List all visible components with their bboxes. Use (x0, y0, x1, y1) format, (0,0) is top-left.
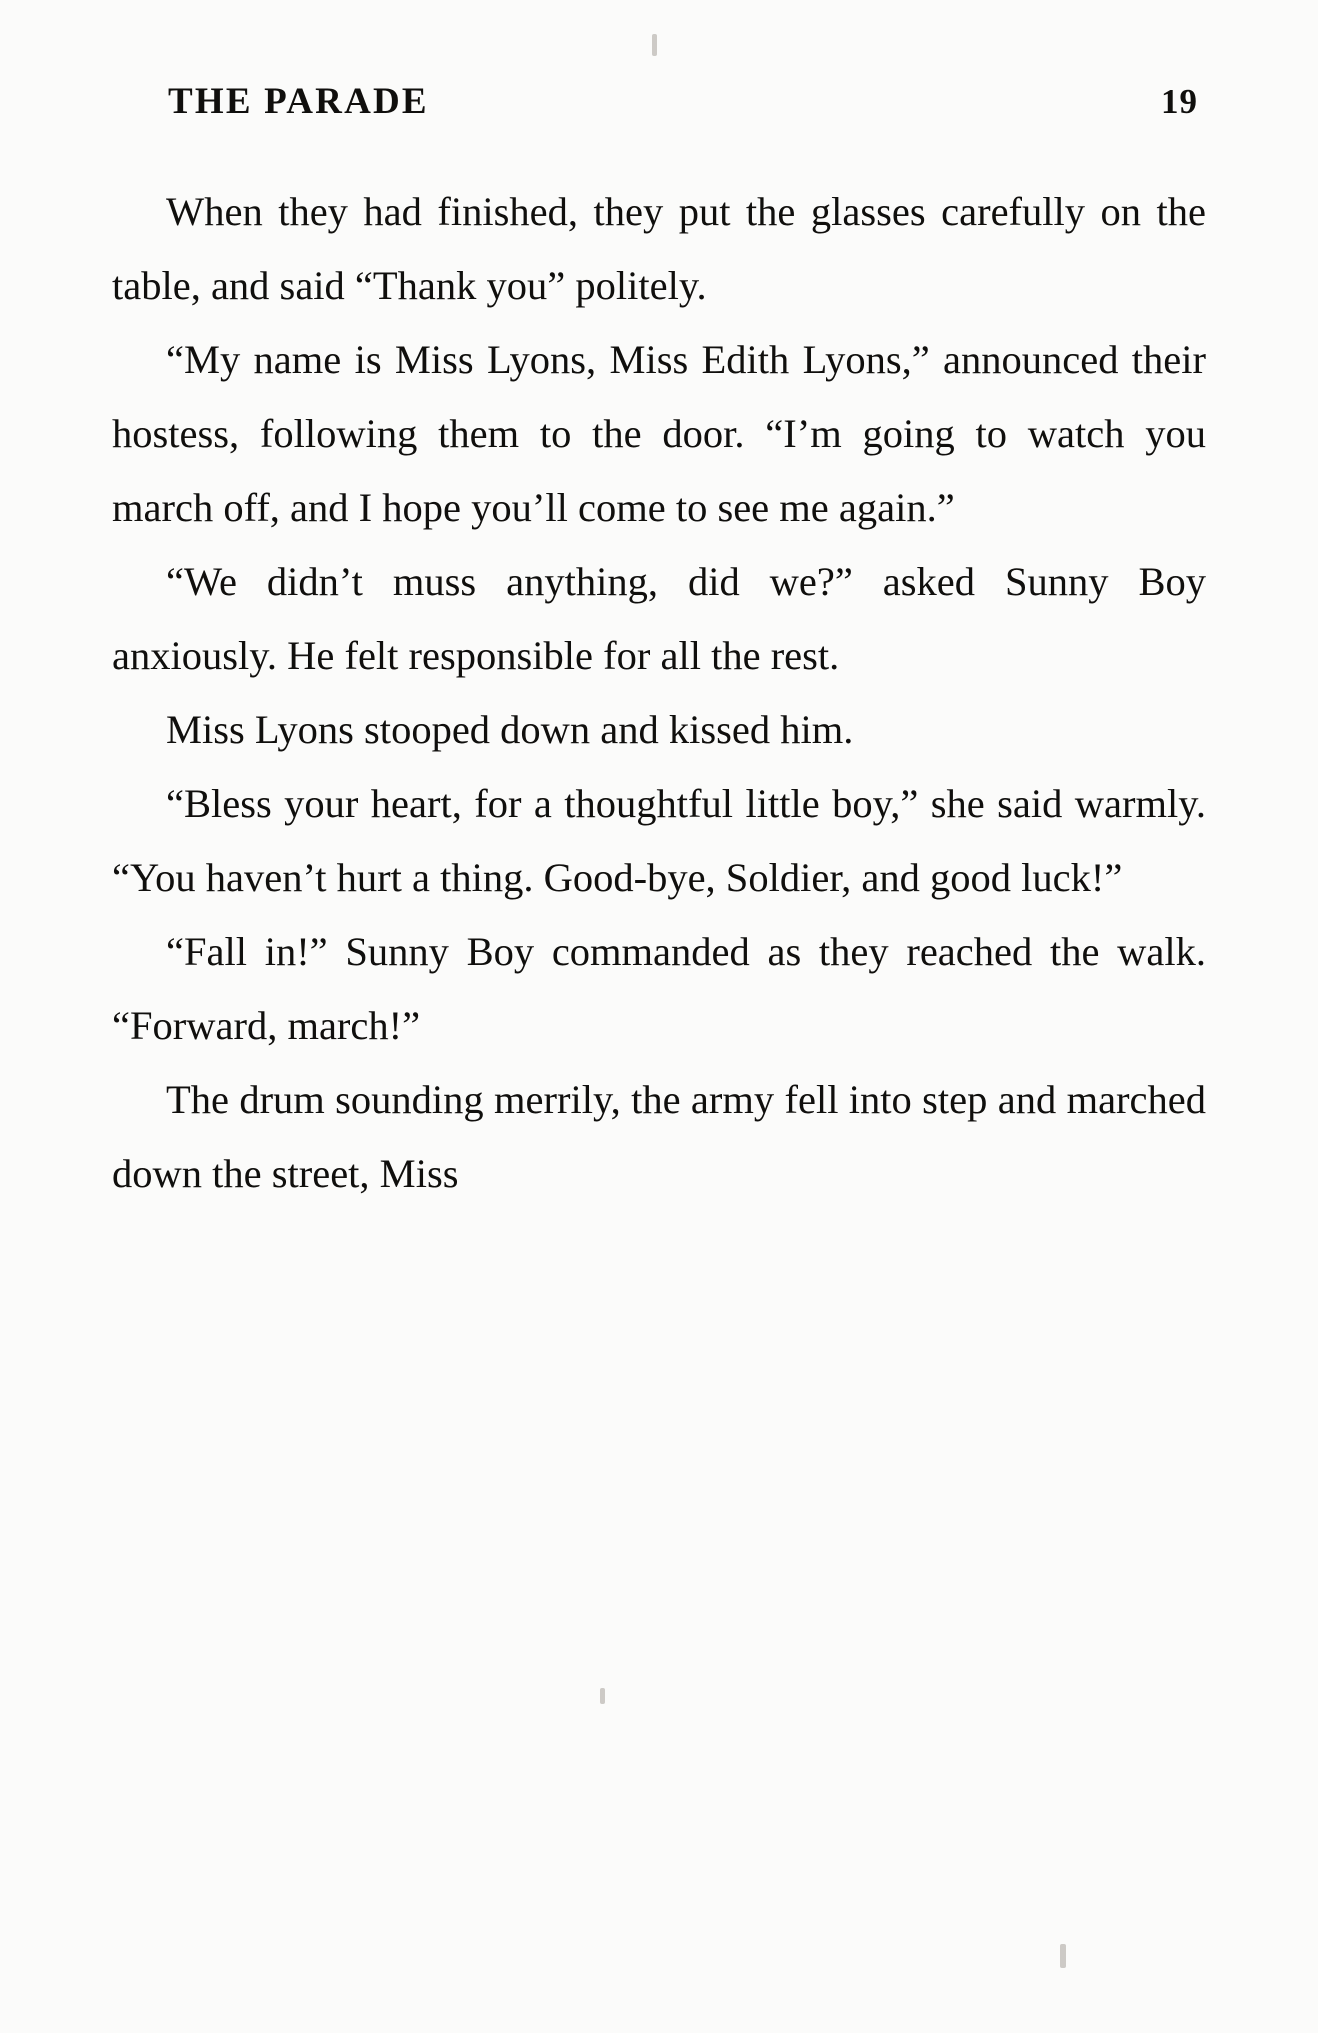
running-head (112, 80, 1206, 123)
page-speck (1060, 1944, 1066, 1968)
paragraph: “Bless your heart, for a thoughtful little boy,” she said warmly. “You haven’t hurt a thing. Good-bye, Soldier, and good luck!” (112, 781, 1206, 900)
paragraph: Miss Lyons stooped down and kissed him. (166, 707, 854, 752)
page-content (112, 80, 1206, 1211)
paragraph: The drum sounding merrily, the army fell into step and marched down the street, Miss (112, 1077, 1206, 1196)
paragraph: “Fall in!” Sunny Boy commanded as they reached the walk. “Forward, march!” (112, 929, 1206, 1048)
page-number: 19 (1161, 82, 1198, 121)
paragraph: “My name is Miss Lyons, Miss Edith Lyons,” announced their hostess, following them to the door. “I’m going to watch you march off, and I hope you’ll come to see me again.” (112, 337, 1206, 530)
page-speck (600, 1688, 605, 1704)
paragraph: When they had finished, they put the glasses carefully on the table, and said “Thank you” politely. (112, 189, 1206, 308)
body-text (112, 175, 1206, 1211)
paragraph: “We didn’t muss anything, did we?” asked Sunny Boy anxiously. He felt responsible for all the rest. (112, 559, 1206, 678)
page-title: THE PARADE (168, 81, 429, 122)
page-speck (652, 34, 657, 56)
